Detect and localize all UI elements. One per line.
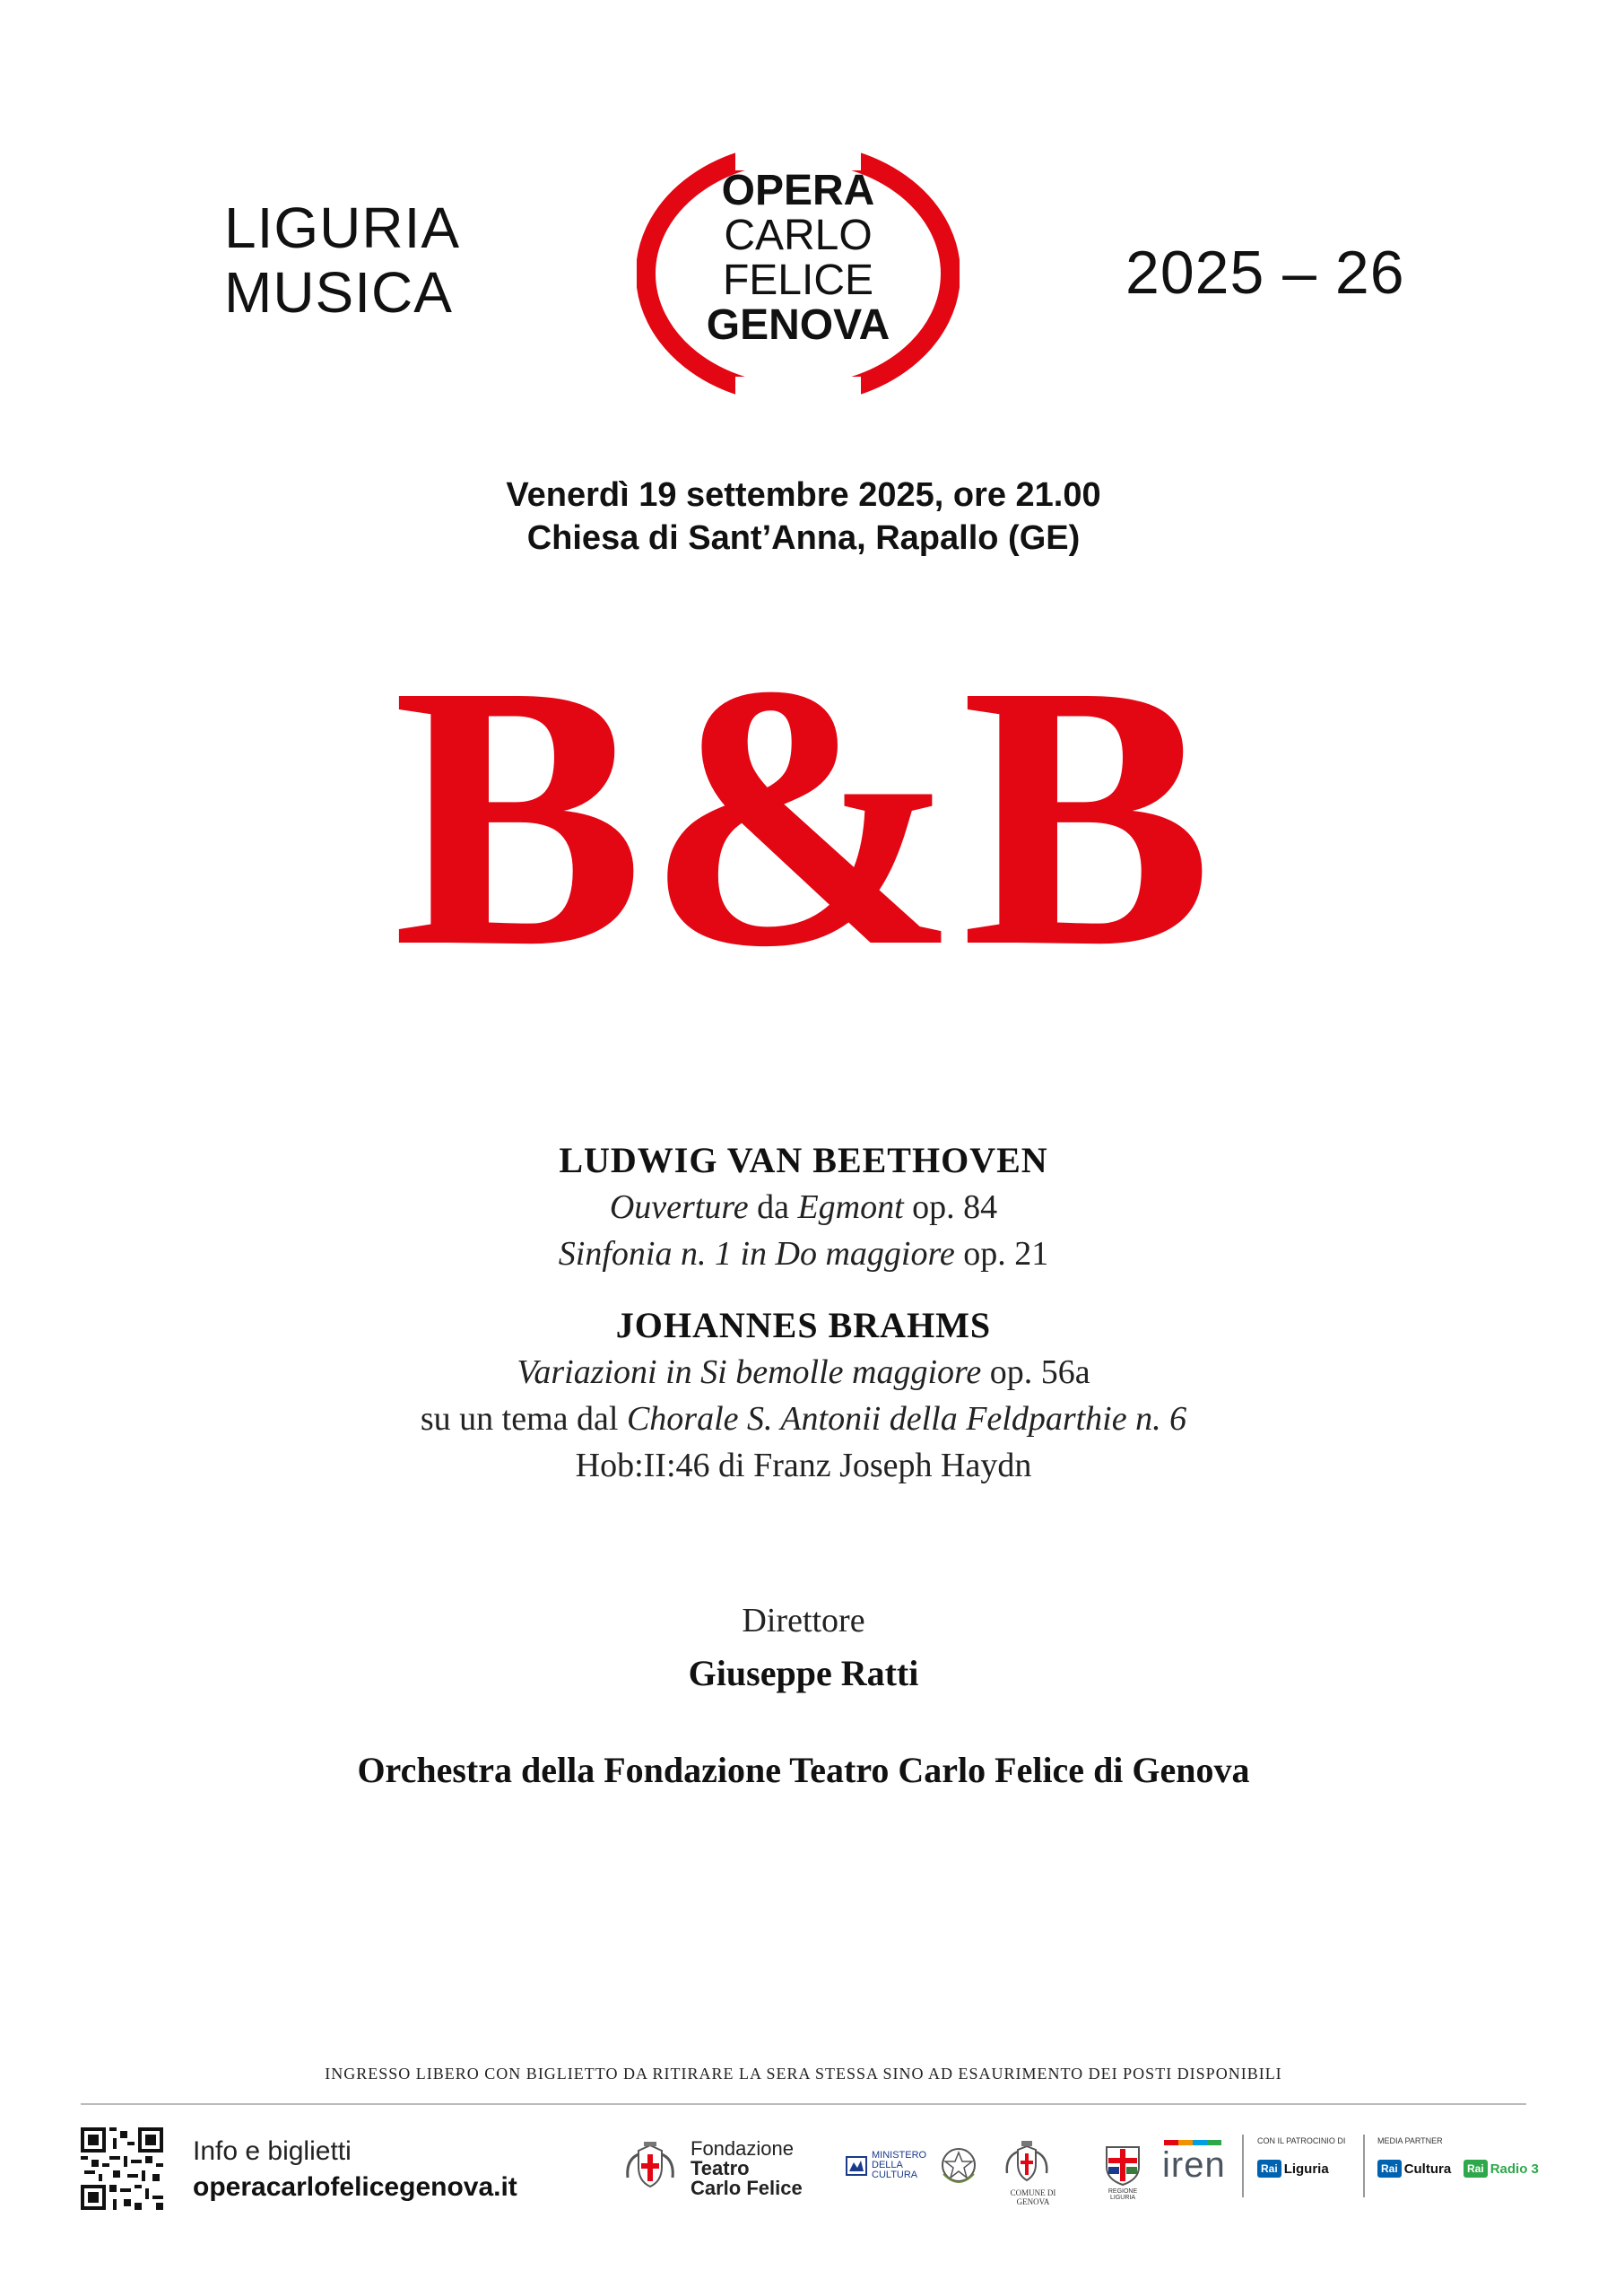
iren-logo: iren (1162, 2145, 1226, 2185)
composer-brahms: JOHANNES BRAHMS (615, 1305, 992, 1345)
event-info (0, 474, 1607, 560)
work-sinfonia-1 (0, 1231, 1607, 1277)
admission-notice: INGRESSO LIBERO CON BIGLIETTO DA RITIRARE LA SERA STESSA SINO AD ESAURIMENTO DEI POSTI DISPONIBILI (325, 2065, 1282, 2083)
work-egmont (0, 1184, 1607, 1231)
composer-beethoven: LUDWIG VAN BEETHOVEN (559, 1140, 1048, 1180)
ministero-line-3: CULTURA (872, 2170, 918, 2180)
comune-label: COMUNE DI GENOVA (1010, 2188, 1056, 2206)
media-partner-label: MEDIA PARTNER (1377, 2136, 1443, 2145)
rai-liguria-logo (1257, 2160, 1329, 2178)
ministero-line-2: DELLA (872, 2160, 903, 2170)
work-theme-title: Chorale S. Antonii della Feldparthie n. 6 (626, 1400, 1187, 1438)
rai-radio3-name: Radio 3 (1490, 2161, 1539, 2177)
rai-liguria-name: Liguria (1283, 2161, 1329, 2177)
logo-line-felice: FELICE (722, 257, 874, 304)
work-variazioni-title: Variazioni in Si bemolle maggiore (517, 1353, 982, 1391)
comune-genova-crest-icon (1000, 2139, 1054, 2187)
work-theme-prefix: su un tema dal (420, 1400, 627, 1438)
regione-label: REGIONE LIGURIA (1108, 2188, 1138, 2201)
director-name: Giuseppe Ratti (688, 1653, 919, 1693)
ministero-line-1: MINISTERO (872, 2150, 927, 2161)
republic-emblem-icon (938, 2144, 979, 2190)
work-variazioni-theme (0, 1396, 1607, 1442)
rai-cultura-logo (1377, 2160, 1451, 2178)
sponsor-divider-1 (1242, 2135, 1244, 2197)
ministero-logo (845, 2151, 926, 2180)
footer-divider (81, 2103, 1526, 2105)
rai-cultura-name: Cultura (1403, 2161, 1452, 2177)
rai-radio3-logo (1464, 2160, 1539, 2178)
series-name (224, 196, 460, 325)
work-sinfonia-opus: op. 21 (954, 1235, 1049, 1273)
work-variazioni-haydn: Hob:II:46 di Franz Joseph Haydn (575, 1447, 1032, 1484)
fondazione-line-2: Teatro (691, 2157, 750, 2179)
ministero-emblem-icon (845, 2153, 868, 2179)
genova-crest-icon (619, 2142, 682, 2196)
director-label: Direttore (742, 1602, 865, 1639)
event-datetime: Venerdì 19 settembre 2025, ore 21.00 (506, 476, 1101, 514)
event-venue: Chiesa di Sant’Anna, Rapallo (GE) (526, 519, 1081, 557)
rai-tag-icon: Rai (1377, 2160, 1402, 2178)
info-label: Info e biglietti (193, 2136, 352, 2166)
patrocinio-label: CON IL PATROCINIO DI (1257, 2136, 1346, 2145)
rai-tag-icon: Rai (1257, 2160, 1281, 2178)
regione-liguria-crest-icon (1103, 2142, 1142, 2187)
logo-line-opera: OPERA (721, 167, 875, 214)
work-sinfonia-title: Sinfonia n. 1 in Do maggiore (558, 1235, 955, 1273)
opera-logo-text (668, 169, 928, 348)
work-egmont-title: Ouverture (609, 1188, 749, 1226)
website-link[interactable]: operacarlofelicegenova.it (193, 2172, 517, 2202)
work-variazioni (0, 1349, 1607, 1396)
season: 2025 – 26 (1125, 239, 1405, 307)
series-line-2: MUSICA (224, 260, 453, 325)
fondazione-logo (619, 2139, 803, 2198)
work-egmont-source: Egmont (797, 1188, 904, 1226)
program (0, 1137, 1607, 1489)
concert-title: B&B (392, 607, 1215, 1024)
fondazione-line-3: Carlo Felice (691, 2177, 803, 2199)
logo-line-carlo: CARLO (724, 212, 873, 259)
fondazione-line-1: Fondazione (691, 2137, 794, 2160)
sponsor-divider-2 (1363, 2135, 1365, 2197)
work-egmont-mid: da (748, 1188, 798, 1226)
ministero-text (872, 2151, 926, 2180)
fondazione-text (691, 2139, 803, 2198)
logo-line-genova: GENOVA (706, 301, 890, 349)
work-variazioni-opus: op. 56a (981, 1353, 1090, 1391)
work-egmont-opus: op. 84 (903, 1188, 998, 1226)
qr-code-icon[interactable] (81, 2127, 163, 2210)
orchestra-name: Orchestra della Fondazione Teatro Carlo Felice di Genova (357, 1750, 1250, 1790)
series-line-1: LIGURIA (224, 196, 461, 260)
rai-radio3-tag-icon: Rai (1464, 2160, 1488, 2178)
